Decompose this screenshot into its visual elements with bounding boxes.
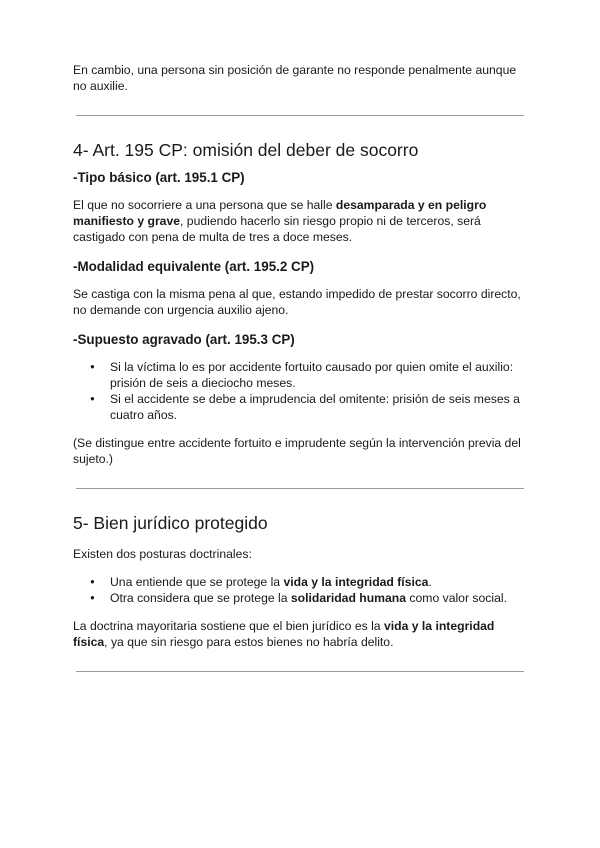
aggravated-list — [73, 359, 525, 423]
equivalent-mode-heading: -Modalidad equivalente (art. 195.2 CP) — [73, 259, 315, 274]
positions-list — [73, 574, 525, 606]
equivalent-mode-paragraph: Se castiga con la misma pena al que, estando impedido de prestar socorro directo, no demande con urgencia auxilio ajeno. — [73, 287, 521, 317]
list-item: ● Si el accidente se debe a imprudencia del omitente: prisión de seis meses a cuatro años. — [73, 391, 525, 423]
section-5-intro: Existen dos posturas doctrinales: — [73, 547, 252, 561]
section-4-title: 4- Art. 195 CP: omisión del deber de socorro — [73, 140, 419, 160]
basic-type-heading: -Tipo básico (art. 195.1 CP) — [73, 170, 245, 185]
emphasis: desamparada y en peligro manifiesto y grave — [73, 198, 487, 228]
list-item: ● Una entiende que se protege la vida y la integridad física. — [73, 574, 525, 590]
basic-type-paragraph: El que no socorriere a una persona que se halle desamparada y en peligro manifiesto y grave, pudiendo hacerlo sin riesgo propio ni de terceros, será castigado con pena de multa de tres a doce meses. — [73, 198, 487, 244]
list-item: ● Otra considera que se protege la solidaridad humana como valor social. — [73, 590, 525, 606]
aggravated-note: (Se distingue entre accidente fortuito e imprudente según la intervención previa del sujeto.) — [73, 436, 521, 466]
section-5-conclusion: La doctrina mayoritaria sostiene que el bien jurídico es la vida y la integridad física, ya que sin riesgo para estos bienes no habría delito. — [73, 619, 495, 649]
intro-paragraph: En cambio, una persona sin posición de garante no responde penalmente aunque no auxilie. — [73, 63, 517, 93]
section-5-title: 5- Bien jurídico protegido — [73, 513, 268, 533]
divider — [76, 671, 524, 672]
document-page — [73, 62, 525, 672]
aggravated-heading: -Supuesto agravado (art. 195.3 CP) — [73, 332, 295, 347]
list-item: ● Si la víctima lo es por accidente fortuito causado por quien omite el auxilio: prisión de seis a dieciocho meses. — [73, 359, 525, 391]
